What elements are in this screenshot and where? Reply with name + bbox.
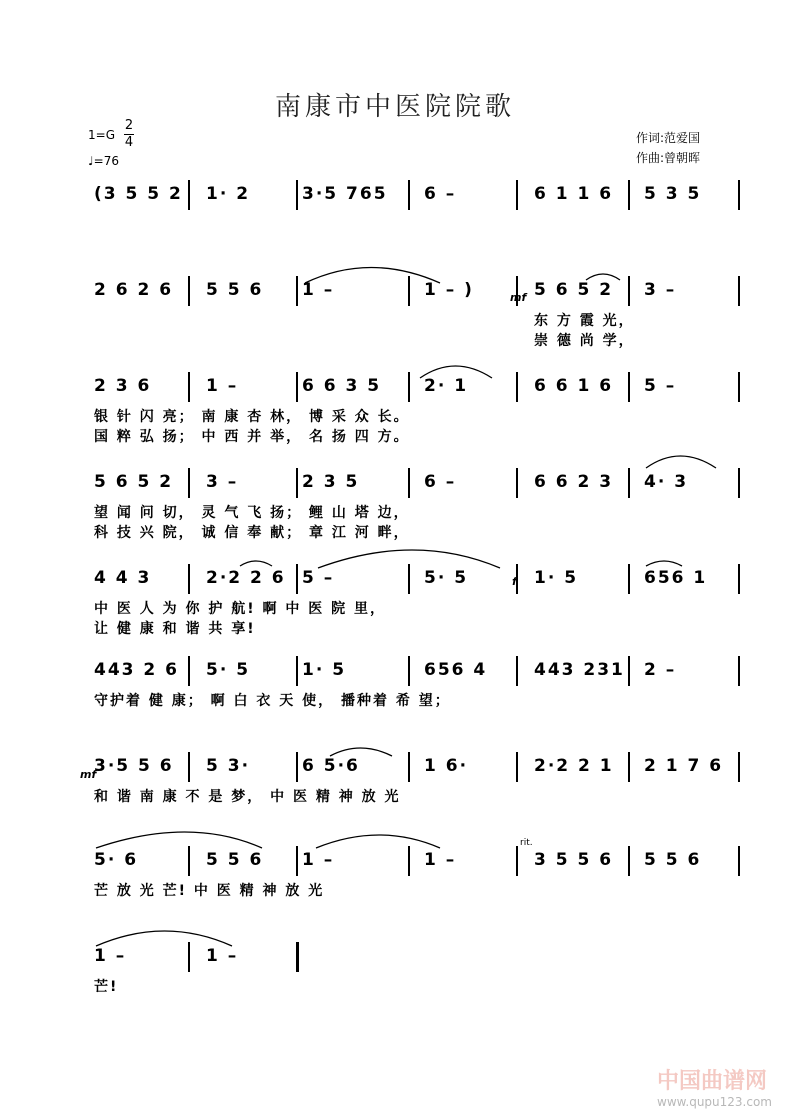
barline xyxy=(628,656,630,686)
measure-notes: 1 – xyxy=(302,280,335,300)
measure-notes: 5 3 5 xyxy=(644,184,702,204)
measure-notes: 3 5 5 6 xyxy=(534,850,614,870)
measure-notes: 443 231 xyxy=(534,660,625,680)
lyric-line: 望 闻 问 切， 灵 气 飞 扬； 鲤 山 塔 边， xyxy=(94,505,410,521)
barline xyxy=(738,372,740,402)
barline xyxy=(296,564,298,594)
lyric-line: 和 谐 南 康 不 是 梦， 中 医 精 神 放 光 xyxy=(94,789,401,805)
measure-notes: 3 – xyxy=(644,280,677,300)
measure-notes: 2 – xyxy=(644,660,677,680)
barline xyxy=(738,276,740,306)
measure-notes: 1 – xyxy=(206,946,239,966)
barline xyxy=(628,846,630,876)
measure-notes: 443 2 6 xyxy=(94,660,179,680)
slur xyxy=(96,832,262,848)
measure-notes: 5· 5 xyxy=(424,568,469,588)
measure-notes: 1 – xyxy=(302,850,335,870)
barline xyxy=(188,180,190,210)
key-signature: 1=G xyxy=(88,128,115,142)
measure-notes: 6 6 2 3 xyxy=(534,472,614,492)
barline xyxy=(408,468,410,498)
measure-notes: 5 5 6 xyxy=(644,850,702,870)
measure-notes: 5 5 6 xyxy=(206,850,264,870)
barline xyxy=(296,942,299,972)
barline xyxy=(296,468,298,498)
barline xyxy=(408,564,410,594)
watermark-brand: 中国曲谱网 xyxy=(657,1069,768,1094)
slur xyxy=(316,835,440,848)
barline xyxy=(628,752,630,782)
barline xyxy=(516,180,518,210)
measure-notes: 6 – xyxy=(424,472,457,492)
barline xyxy=(628,276,630,306)
watermark xyxy=(657,1064,772,1109)
barline xyxy=(408,656,410,686)
lyricist: 作词:范爱国 xyxy=(636,131,701,145)
lyric-line: 让 健 康 和 谐 共 享! xyxy=(94,621,256,637)
lyric-line: 崇 德 尚 学， xyxy=(534,333,635,349)
lyric-line: 银 针 闪 亮； 南 康 杏 林， 博 采 众 长。 xyxy=(94,409,410,425)
barline xyxy=(738,846,740,876)
barline xyxy=(408,372,410,402)
lyric-line: 芒! xyxy=(94,979,119,995)
lyric-line: 中 医 人 为 你 护 航! 啊 中 医 院 里， xyxy=(94,601,386,617)
barline xyxy=(188,656,190,686)
measure-notes: 5 3· xyxy=(206,756,251,776)
measure-notes: 5· 6 xyxy=(94,850,139,870)
measure-notes: 5 6 5 2 xyxy=(534,280,614,300)
barline xyxy=(408,846,410,876)
slur xyxy=(330,748,392,756)
barline xyxy=(408,752,410,782)
barline xyxy=(188,846,190,876)
measure-notes: 1· 2 xyxy=(206,184,251,204)
barline xyxy=(296,180,298,210)
barline xyxy=(628,372,630,402)
measure-notes: 656 1 xyxy=(644,568,708,588)
barline xyxy=(516,468,518,498)
measure-notes: 2 1 7 6 xyxy=(644,756,724,776)
measure-notes: 5 – xyxy=(302,568,335,588)
barline xyxy=(408,180,410,210)
measure-notes: 4 4 3 xyxy=(94,568,152,588)
barline xyxy=(296,276,298,306)
barline xyxy=(296,372,298,402)
barline xyxy=(628,468,630,498)
lyric-line: 国 粹 弘 扬； 中 西 并 举， 名 扬 四 方。 xyxy=(94,429,410,445)
barline xyxy=(188,468,190,498)
barline xyxy=(188,942,190,972)
barline xyxy=(188,372,190,402)
barline xyxy=(296,656,298,686)
page-title: 南康市中医院院歌 xyxy=(274,92,515,122)
barline xyxy=(516,752,518,782)
lyric-line: 芒 放 光 芒! 中 医 精 神 放 光 xyxy=(94,883,325,899)
dynamic-f: f xyxy=(512,575,517,588)
lyric-line: 东 方 霞 光， xyxy=(534,313,635,329)
tempo-mark: ♩=76 xyxy=(88,154,119,168)
composer: 作曲:曾朝晖 xyxy=(636,151,701,165)
measure-notes: 6 6 1 6 xyxy=(534,376,614,396)
barline xyxy=(516,656,518,686)
barline xyxy=(408,276,410,306)
barline xyxy=(738,180,740,210)
measure-notes: 2·2 2 6 xyxy=(206,568,286,588)
measure-notes: 6 5·6 xyxy=(302,756,360,776)
barline xyxy=(628,564,630,594)
slur xyxy=(240,561,272,566)
measure-notes: 656 4 xyxy=(424,660,488,680)
measure-notes: 1 – xyxy=(94,946,127,966)
slur xyxy=(646,561,682,566)
time-bottom: 4 xyxy=(124,135,134,150)
watermark-url: www.qupu123.com xyxy=(657,1095,772,1109)
measure-notes: 2· 1 xyxy=(424,376,469,396)
barline xyxy=(516,846,518,876)
measure-notes: 5 5 6 xyxy=(206,280,264,300)
measure-notes: 1 – xyxy=(424,850,457,870)
barline xyxy=(188,752,190,782)
measure-notes: 6 6 3 5 xyxy=(302,376,382,396)
lyric-line: 守护着 健 康； 啊 白 衣 天 使， 播种着 希 望； xyxy=(94,693,451,709)
barline xyxy=(738,468,740,498)
dynamic-mf: mf xyxy=(510,291,527,304)
measure-notes: 1· 5 xyxy=(534,568,579,588)
barline xyxy=(296,846,298,876)
barline xyxy=(296,752,298,782)
measure-notes: 3·5 765 xyxy=(302,184,388,204)
slur xyxy=(646,456,716,468)
measure-notes: 2 6 2 6 xyxy=(94,280,174,300)
lyric-line: 科 技 兴 院， 诚 信 奉 献； 章 江 河 畔， xyxy=(94,525,410,541)
measure-notes: 3·5 5 6 xyxy=(94,756,174,776)
dynamic-mf-2: mf xyxy=(80,768,97,781)
measure-notes: 3 – xyxy=(206,472,239,492)
time-signature xyxy=(124,118,134,151)
ritardando-mark: rit. xyxy=(520,838,533,848)
measure-notes: 2 3 6 xyxy=(94,376,152,396)
measure-notes: 4· 3 xyxy=(644,472,689,492)
measure-notes: 5· 5 xyxy=(206,660,251,680)
time-top: 2 xyxy=(124,118,134,133)
measure-notes: 5 – xyxy=(644,376,677,396)
barline xyxy=(738,752,740,782)
measure-notes: 2 3 5 xyxy=(302,472,360,492)
barline xyxy=(188,276,190,306)
measure-notes: 6 – xyxy=(424,184,457,204)
measure-notes: 1 6· xyxy=(424,756,469,776)
barline xyxy=(188,564,190,594)
credits xyxy=(636,128,700,168)
barline xyxy=(738,656,740,686)
measure-notes: 6 1 1 6 xyxy=(534,184,614,204)
measure-notes: (3 5 5 2 xyxy=(94,184,183,204)
slur xyxy=(96,931,232,946)
barline xyxy=(628,180,630,210)
measure-notes: 1 – ) xyxy=(424,280,474,300)
measure-notes: 2·2 2 1 xyxy=(534,756,614,776)
barline xyxy=(738,564,740,594)
measure-notes: 1· 5 xyxy=(302,660,347,680)
barline xyxy=(516,372,518,402)
measure-notes: 1 – xyxy=(206,376,239,396)
measure-notes: 5 6 5 2 xyxy=(94,472,174,492)
